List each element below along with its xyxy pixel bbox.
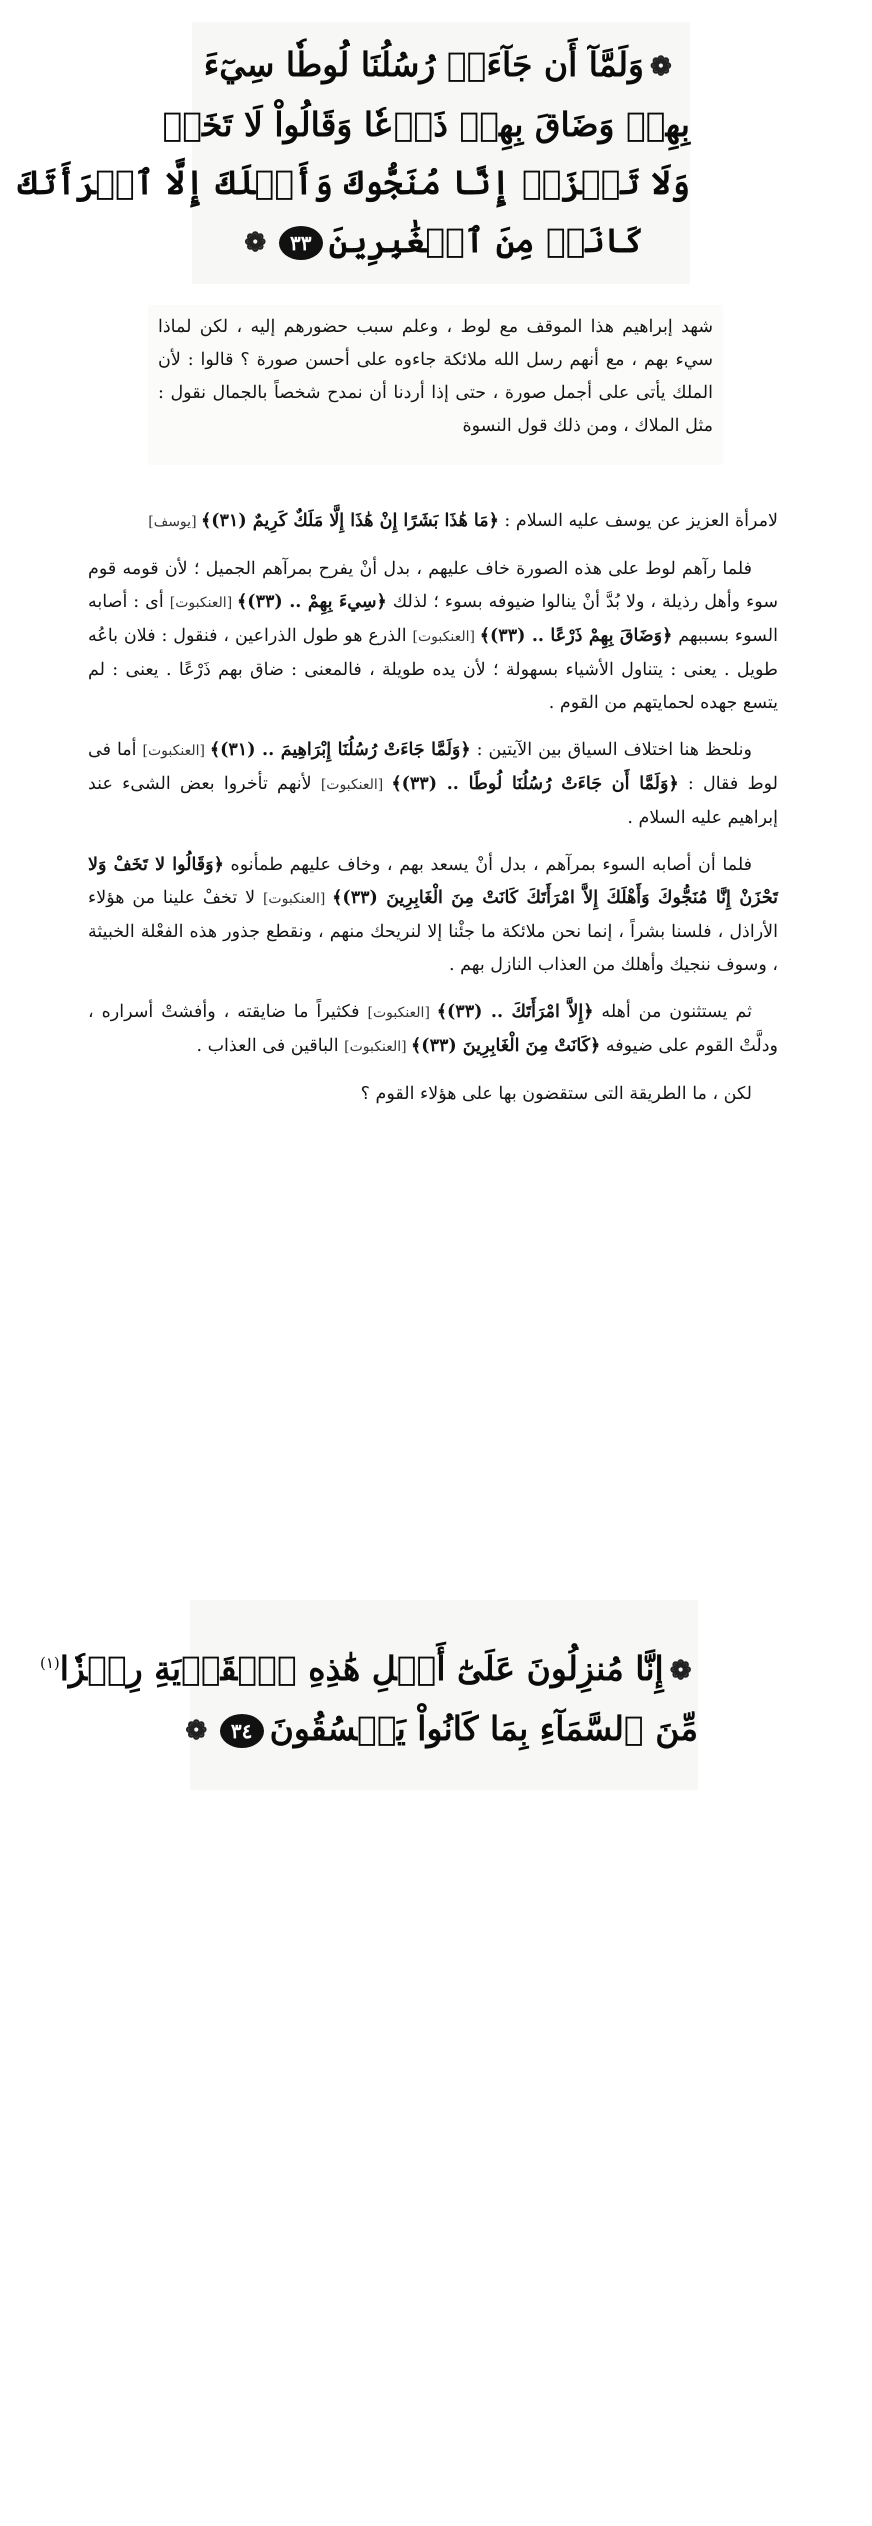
commentary-text: لا تخفْ علينا من هؤلاء الأراذل ، فلسنا بشراً ، إنما نحن ملائكة ما جئْنا إلا لنريحك منهم ، ونقطع جذور هذه الفعْلة الخبيثة ، وسوف ننجيك وأهلك من العذاب النازل بهم . xyxy=(88,888,778,975)
quran-quote: ﴿إِلاَّ امْرَأَتَكَ .. (٣٣)﴾ xyxy=(436,1002,594,1022)
commentary-text: لكن ، ما الطريقة التى ستقضون بها على هؤلاء القوم ؟ xyxy=(360,1084,752,1104)
commentary-text: أى : أصابه السوء بسببهم xyxy=(88,592,778,646)
surah-reference: [العنكبوت] xyxy=(412,629,480,645)
commentary-text: لامرأة العزيز عن يوسف عليه السلام : xyxy=(498,511,778,531)
quran-quote: ﴿وَلَمَّا أَن جَاءَتْ رُسُلُنَا لُوطًا .. (٣٣)﴾ xyxy=(391,774,679,794)
commentary-intro-text: شهد إبراهيم هذا الموقف مع لوط ، وعلم سبب حضورهم إليه ، لكن لماذا سيء بهم ، مع أنهم رسل الله ملائكة جاءوه على أحسن صورة ؟ قالوا : لأن الملك يأتى على أجمل صورة ، حتى إذا أردنا أن نمدح شخصاً بالجمال نقول : مثل الملاك ، ومن ذلك قول النسوة xyxy=(158,317,713,436)
commentary-text: فكثيراً ما ضايقته ، وأفشتْ أسراره ، ودلَّتْ القوم على ضيوفه xyxy=(88,1002,778,1056)
commentary-paragraph xyxy=(88,1078,778,1111)
commentary-text: الباقين فى العذاب . xyxy=(196,1036,345,1056)
surah-reference: [العنكبوت] xyxy=(320,777,392,793)
verse-block-bottom xyxy=(39,1600,698,1790)
verse-top-line-2: بِهِمۡ وَضَاقَ بِهِمۡ ذَرۡعٗا وَقَالُواْ لَا تَخَفۡ xyxy=(162,105,690,144)
verse-end-ornament-icon: ❁ xyxy=(185,1716,208,1746)
commentary-main xyxy=(80,505,786,1125)
footnote-marker: (١) xyxy=(39,1654,60,1672)
verse-start-ornament-icon: ❁ xyxy=(669,1656,692,1686)
quran-quote: ﴿سِيءَ بِهِمْ .. (٣٣)﴾ xyxy=(237,592,387,612)
quran-quote: ﴿وَضَاقَ بِهِمْ ذَرْعًا .. (٣٣)﴾ xyxy=(479,626,673,646)
commentary-paragraph xyxy=(88,505,778,539)
verse-top-line-1: ❁وَلَمَّآ أَن جَآءَتۡ رُسُلُنَا لُوطٗا سِيٓءَ xyxy=(192,36,690,96)
verse-start-ornament-icon: ❁ xyxy=(649,52,673,82)
commentary-intro xyxy=(148,305,723,465)
verse-bottom-line-1: ❁إِنَّا مُنزِلُونَ عَلَىٰٓ أَهۡلِ هَٰذِهِ ٱلۡقَرۡيَةِ رِجۡزٗا$^{(١)}$ xyxy=(190,1634,698,1700)
commentary-text: ونلحظ هنا اختلاف السياق بين الآيتين : xyxy=(470,740,752,760)
verse-bottom-line-2: مِّنَ ٱلسَّمَآءِ بِمَا كَانُواْ يَفۡسُقُونَ٣٤❁ xyxy=(190,1700,698,1760)
ayah-number-badge: ٣٤ xyxy=(220,1714,264,1748)
commentary-paragraph xyxy=(88,996,778,1064)
verse-top-line-3: وَلَا تَحۡزَنۡ إِنَّا مُنَجُّوكَ وَأَهۡلَكَ إِلَّا ٱمۡرَأَتَكَ xyxy=(17,163,690,202)
quran-quote: ﴿مَا هَٰذَا بَشَرًا إِنْ هَٰذَا إِلَّا مَلَكٌ كَرِيمٌ (٣١)﴾ xyxy=(200,511,499,531)
verse-end-ornament-icon: ❁ xyxy=(244,228,267,258)
surah-reference: [العنكبوت] xyxy=(169,595,238,611)
surah-reference: [العنكبوت] xyxy=(367,1005,437,1021)
commentary-text: فلما رآهم لوط على هذه الصورة خاف عليهم ، بدل أنْ يفرح بمرآهم الجميل ؛ لأن قومه قوم سوء وأهل رذيلة ، ولا بُدَّ أنْ ينالوا ضيوفه بسوء ؛ لذلك xyxy=(88,559,779,612)
commentary-paragraph xyxy=(88,734,778,835)
surah-reference: [العنكبوت] xyxy=(142,743,210,759)
quran-quote: ﴿وَلَمَّا جَاءَتْ رُسُلُنَا إِبْرَاهِيمَ .. (٣١)﴾ xyxy=(209,740,471,760)
commentary-text: الذرع هو طول الذراعين ، فنقول : فلان باعُه طويل . يعنى : يتناول الأشياء بسهولة ؛ لأن يده طويلة ، فالمعنى : ضاق بهم ذَرْعًا . يعنى : لم يتسع جهده لحمايتهم من القوم . xyxy=(88,626,778,713)
commentary-text: ثم يستثنون من أهله xyxy=(593,1002,752,1022)
verse-block-top xyxy=(17,22,690,284)
surah-reference: [العنكبوت] xyxy=(344,1039,412,1055)
quran-quote: ﴿وَقَالُوا لا تَخَفْ وَلا تَحْزَنْ إِنَّا مُنَجُّوكَ وَأَهْلَكَ إِلاَّ امْرَأَتَكَ كَانَتْ مِنَ الْغَابِرِينَ (٣٣)﴾ xyxy=(88,855,778,908)
commentary-paragraph xyxy=(88,553,778,720)
surah-reference: [يوسف] xyxy=(148,514,201,530)
commentary-text: أما فى لوط فقال : xyxy=(88,740,778,794)
surah-reference: [العنكبوت] xyxy=(262,891,333,907)
quran-quote: ﴿كَانَتْ مِنَ الْغَابِرِينَ (٣٣)﴾ xyxy=(411,1036,601,1056)
verse-top-line-4: كَانَتۡ مِنَ ٱلۡغَٰبِرِينَ٣٣❁ xyxy=(192,212,690,272)
commentary-paragraph xyxy=(88,849,778,982)
ayah-number-badge: ٣٣ xyxy=(279,226,323,260)
commentary-text: لأنهم تأخروا بعض الشىء عند إبراهيم عليه السلام . xyxy=(88,774,778,828)
commentary-text: فلما أن أصابه السوء بمرآهم ، بدل أنْ يسعد بهم ، وخاف عليهم طمأنوه xyxy=(223,855,753,875)
